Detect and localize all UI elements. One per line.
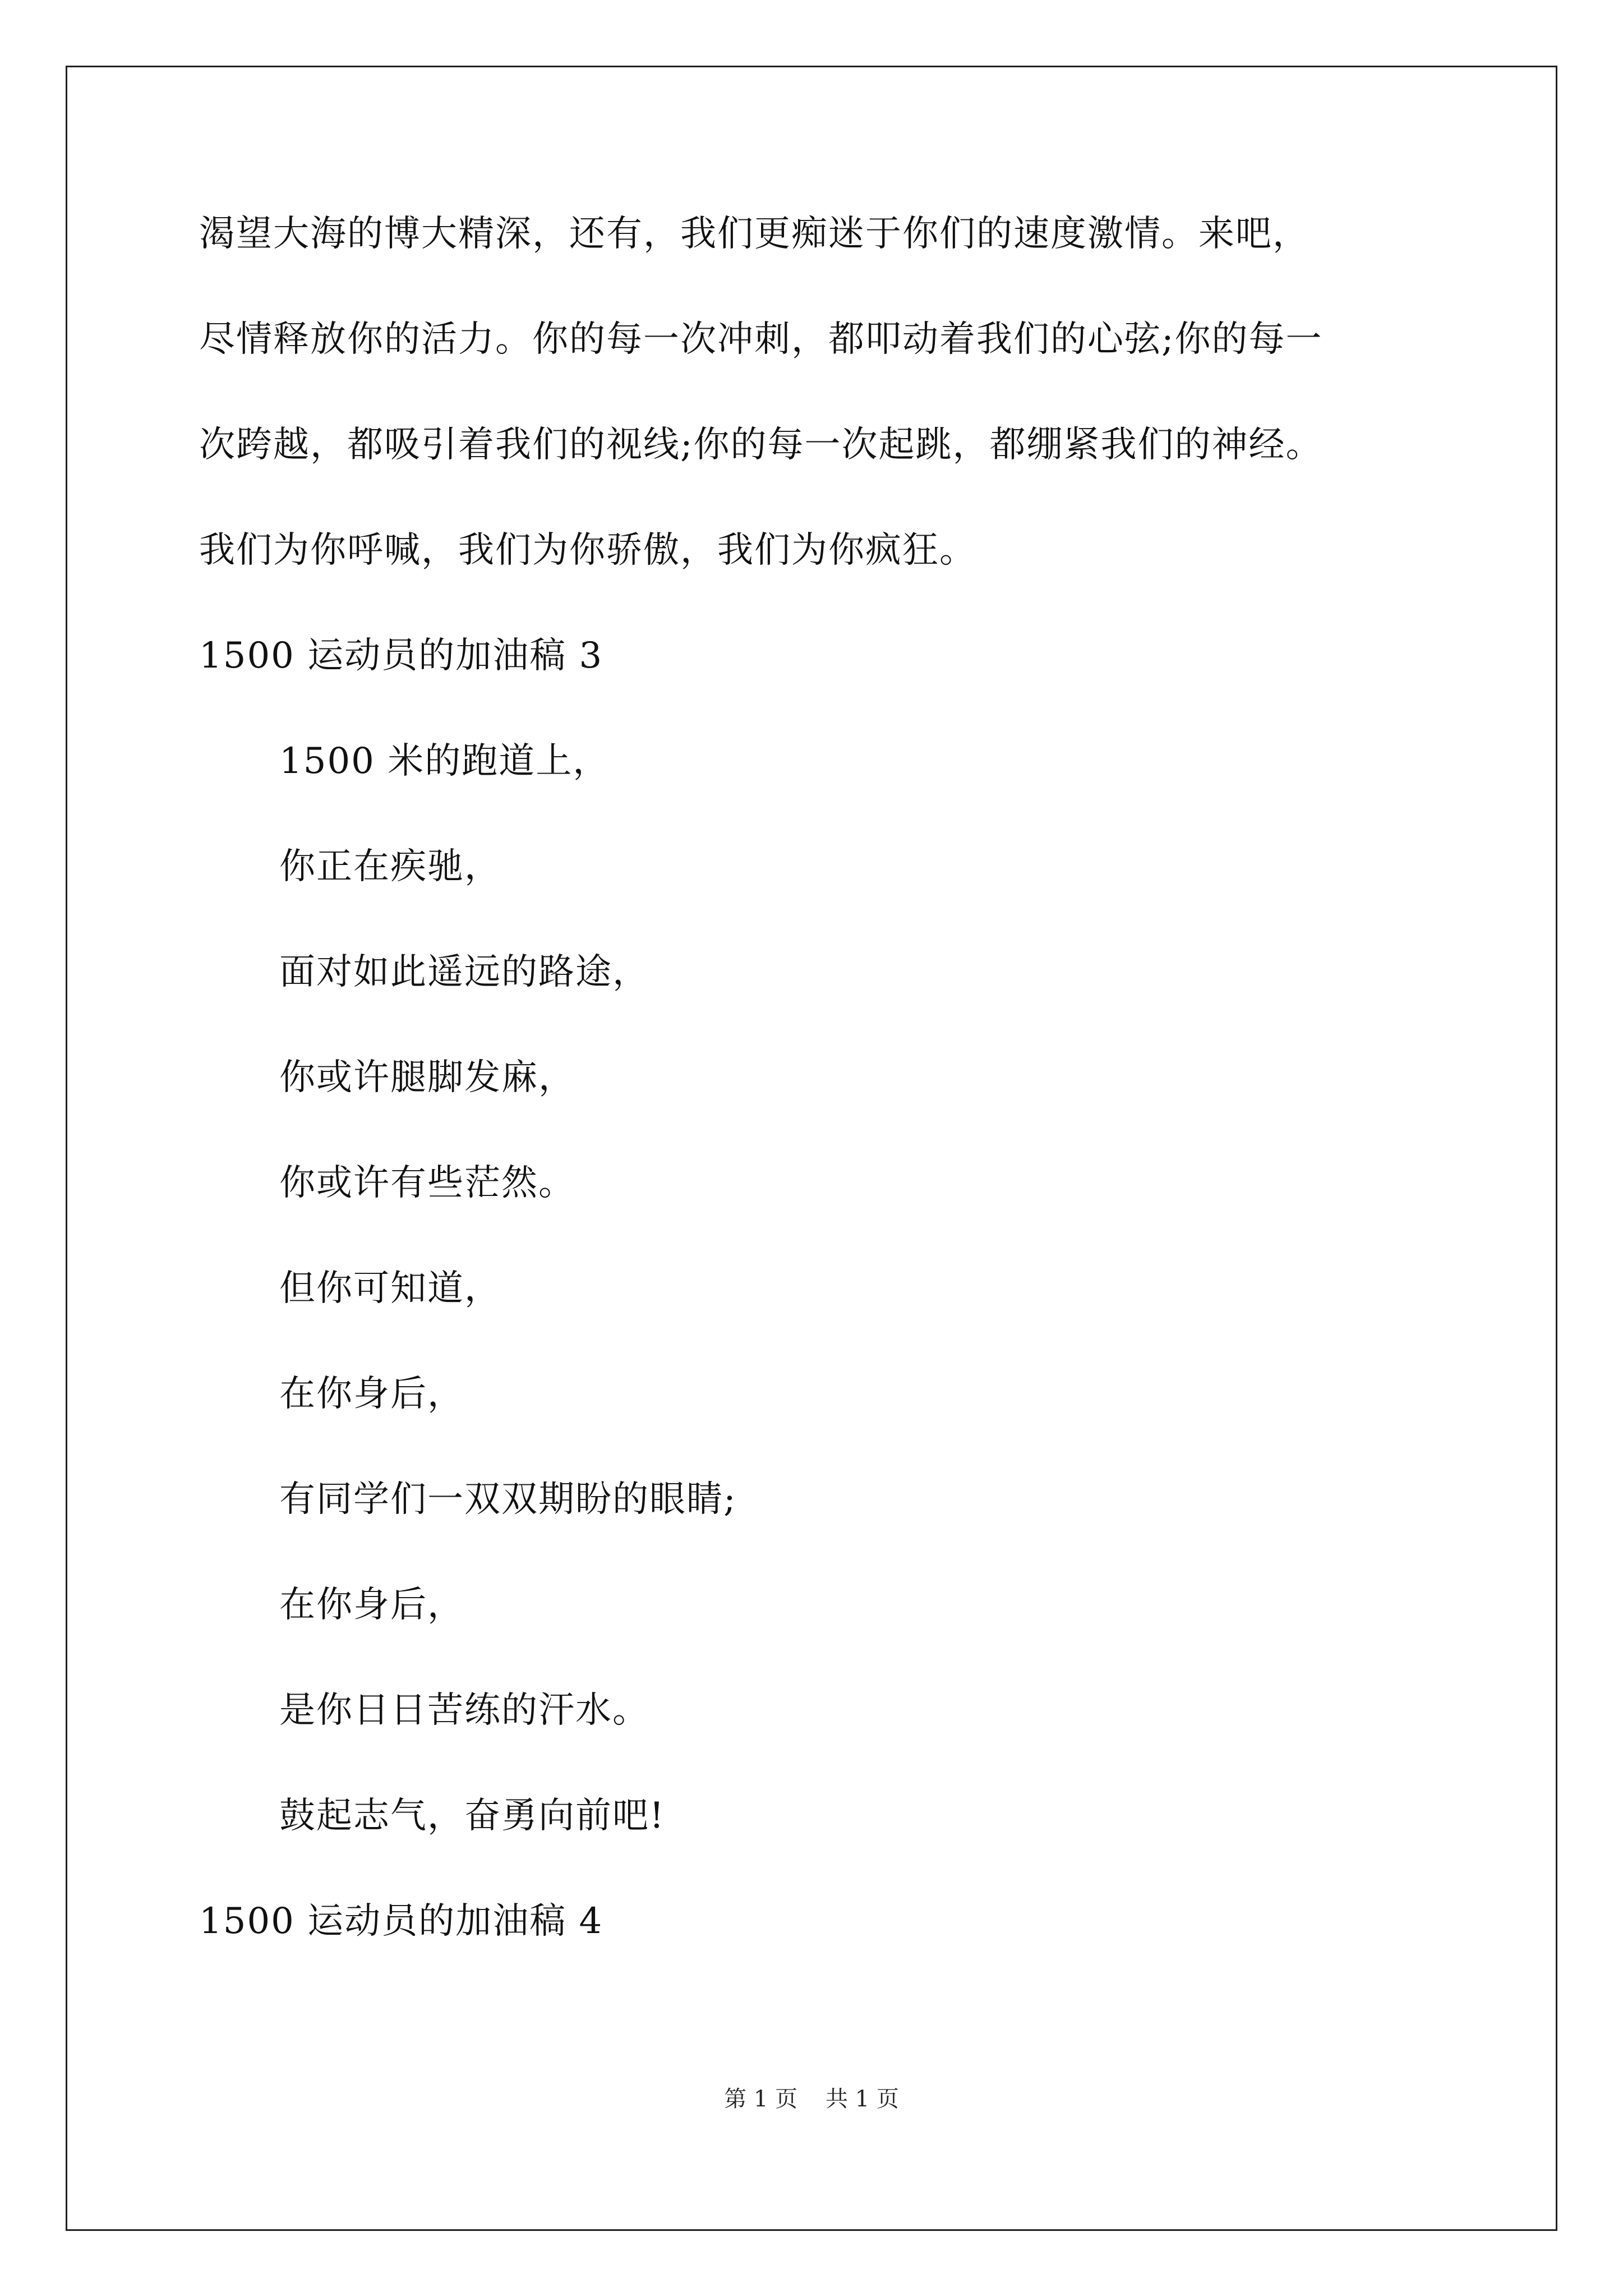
poem-line: 是你日日苦练的汗水。 [279,1690,649,1731]
poem-line: 面对如此遥远的路途， [279,951,649,993]
paragraph-line: 尽情释放你的活力。你的每一次冲刺，都叩动着我们的心弦;你的每一 [199,319,1323,360]
page-number-total: 共 1 页 [826,2086,899,2112]
poem-line: 在你身后， [279,1584,464,1626]
poem-line: 你正在疾驰， [279,846,501,887]
paragraph-line: 次跨越，都吸引着我们的视线;你的每一次起跳，都绷紧我们的神经。 [199,424,1323,466]
poem-line: 有同学们一双双期盼的眼睛; [279,1479,737,1520]
poem-line: 你或许有些茫然。 [279,1162,575,1204]
page-footer [0,2082,1623,2116]
section-heading-3: 1500 运动员的加油稿 3 [199,635,603,677]
poem-line: 但你可知道， [279,1268,501,1309]
poem-line: 你或许腿脚发麻， [279,1057,575,1098]
section-heading-4: 1500 运动员的加油稿 4 [199,1901,603,1942]
paragraph-line: 渴望大海的博大精深，还有，我们更痴迷于你们的速度激情。来吧， [199,213,1310,255]
poem-line: 在你身后， [279,1373,464,1415]
paragraph-line: 我们为你呼喊，我们为你骄傲，我们为你疯狂。 [199,530,976,571]
poem-line: 鼓起志气，奋勇向前吧! [279,1795,665,1837]
poem-line: 1500 米的跑道上， [279,740,610,782]
page-number-current: 第 1 页 [724,2086,797,2112]
